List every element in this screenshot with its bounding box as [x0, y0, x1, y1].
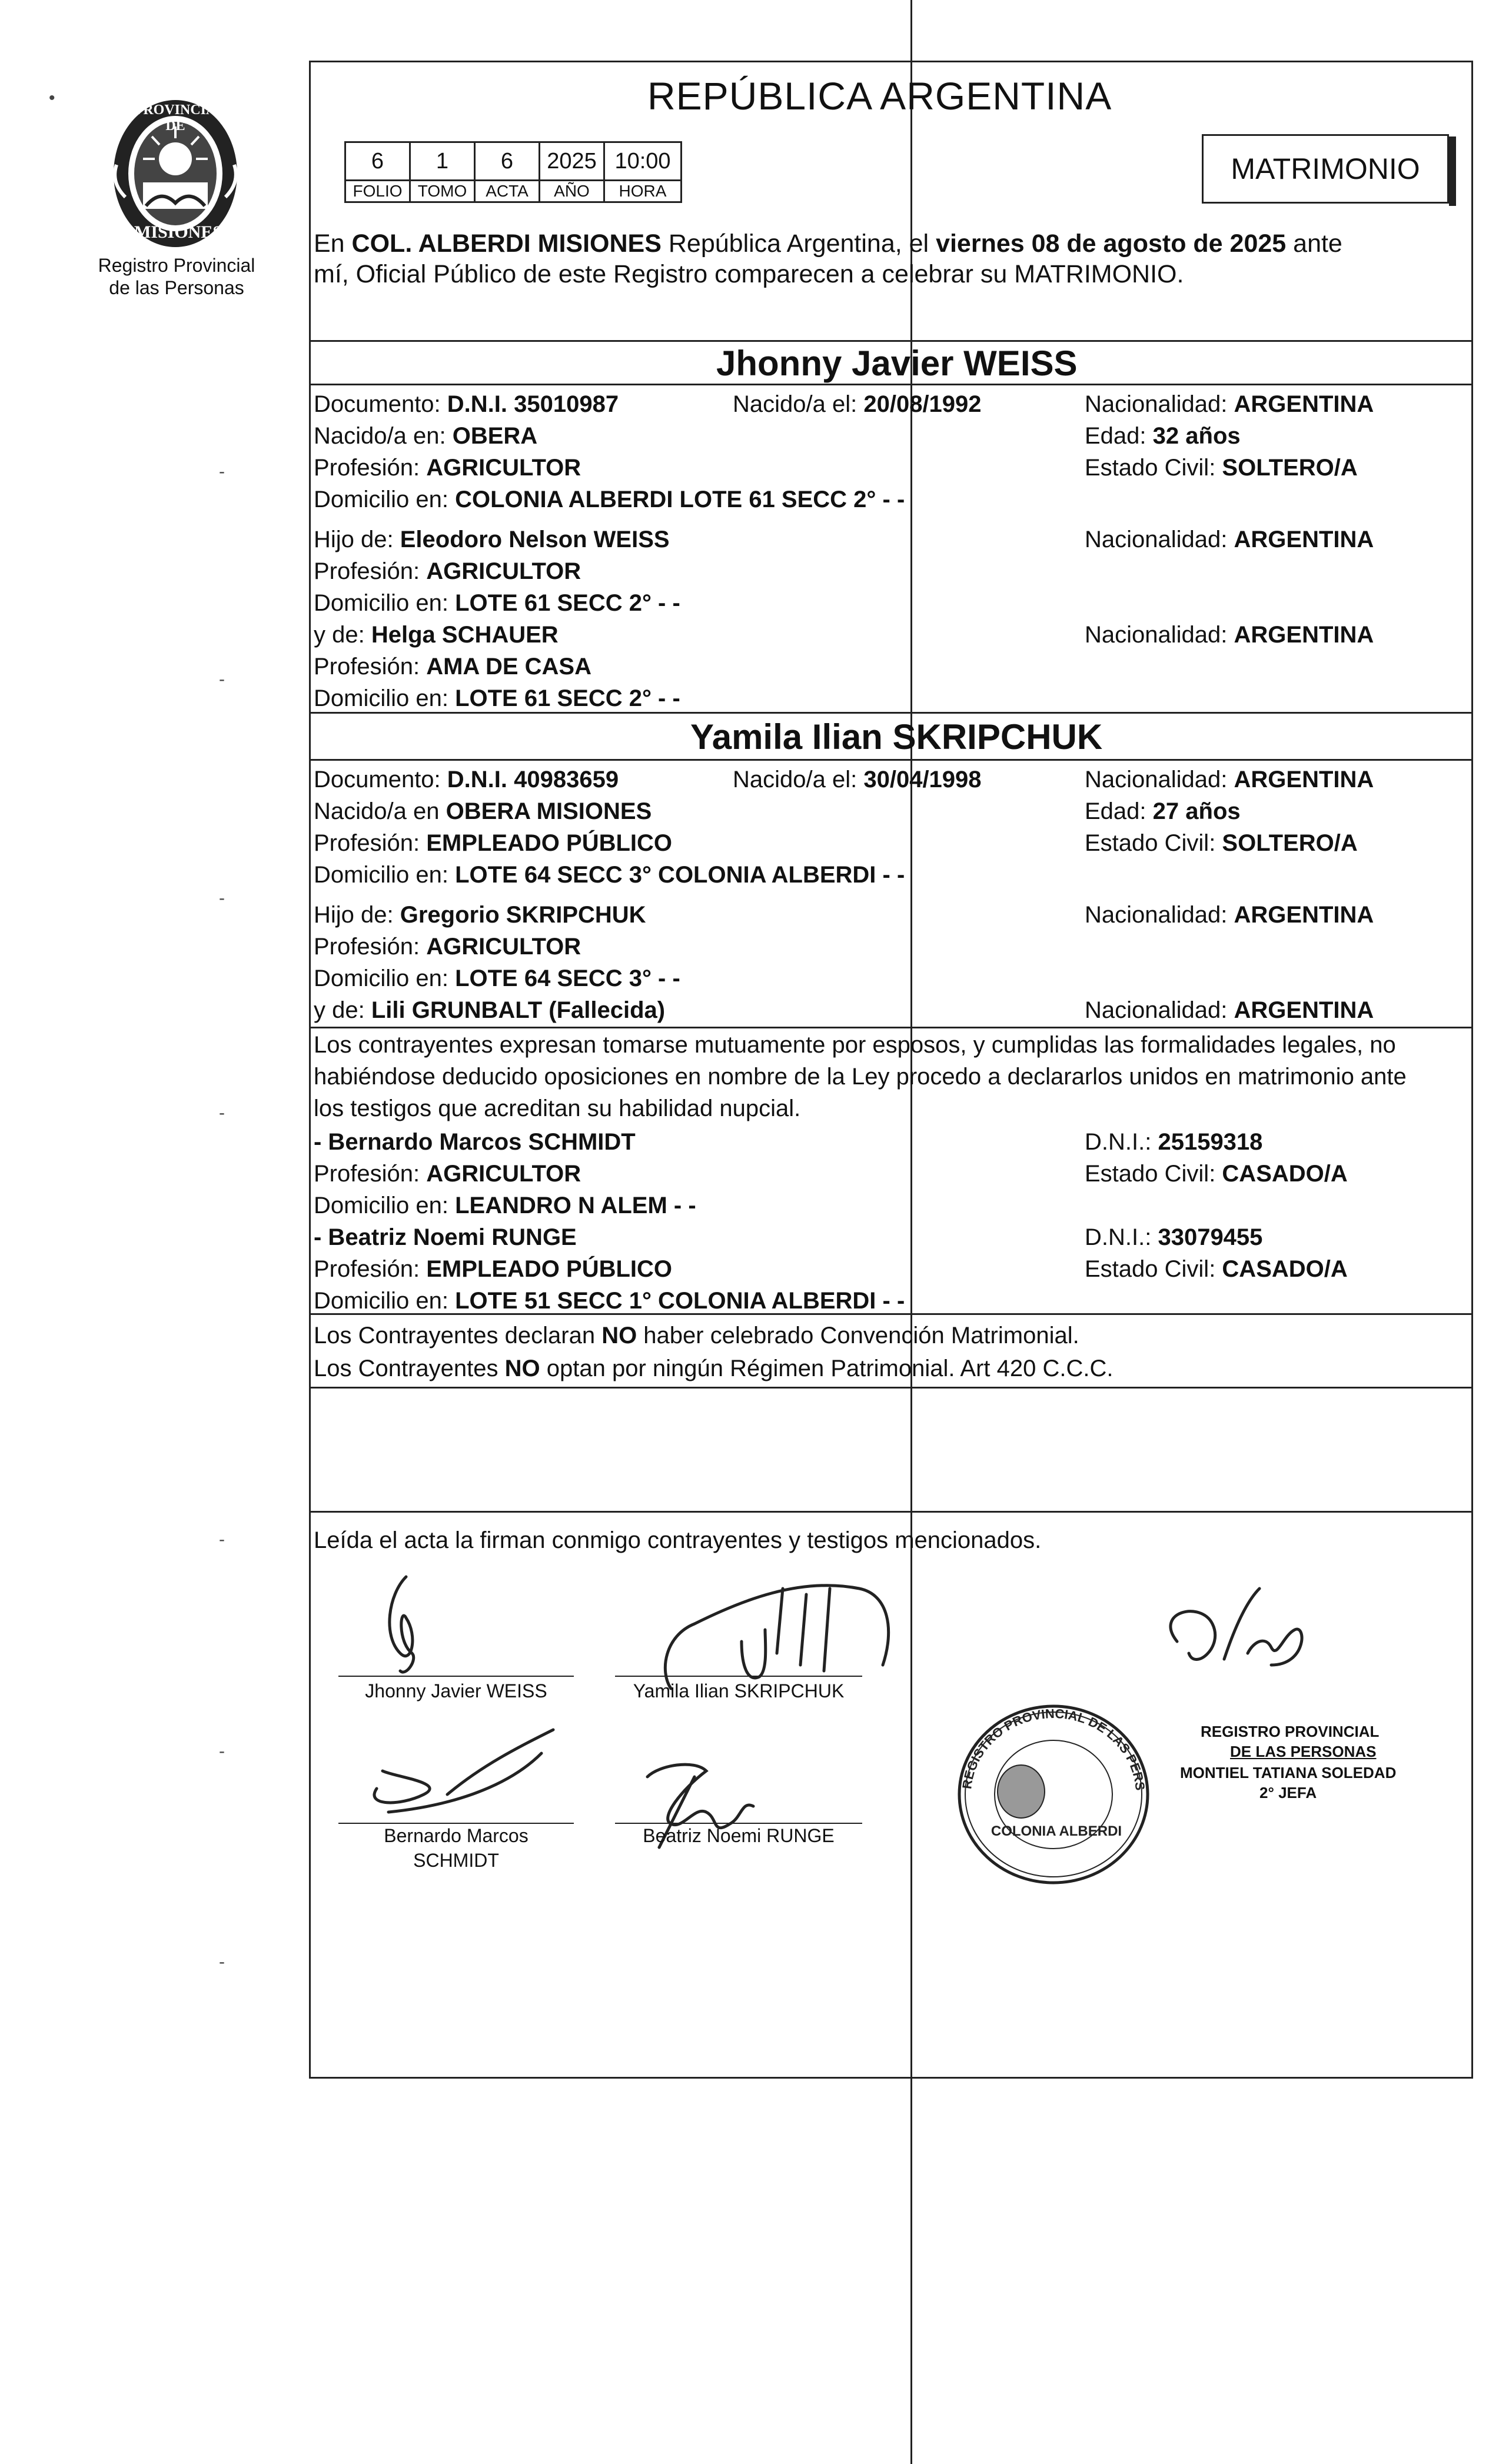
- scan-mark: -: [219, 462, 225, 481]
- page-title: REPÚBLICA ARGENTINA: [647, 74, 1112, 118]
- groom-signature-caption: Jhonny Javier WEISS: [365, 1680, 547, 1702]
- logo-caption-line2: de las Personas: [109, 277, 244, 298]
- seal-ring-text: REGISTRO PROVINCIAL DE LAS PERS: [959, 1706, 1148, 1792]
- signature-line: [338, 1823, 574, 1824]
- scan-mark: -: [219, 1530, 225, 1549]
- bride-signature: [665, 1586, 888, 1689]
- declaration-line2: habiéndose deducido oposiciones en nombre de la Ley procedo a declararlos unidos en matrimonio ante: [314, 1064, 1407, 1090]
- witness2-name: - Beatriz Noemi RUNGE: [314, 1224, 577, 1250]
- bride-father: Hijo de: Gregorio SKRIPCHUK: [314, 902, 646, 928]
- groom-mother: y de: Helga SCHAUER: [314, 622, 559, 648]
- intro-date: viernes 08 de agosto de 2025: [936, 229, 1287, 258]
- bride-born-on: Nacido/a el: 30/04/1998: [733, 767, 982, 793]
- witness1-name: - Bernardo Marcos SCHMIDT: [314, 1129, 636, 1155]
- bride-doc: Documento: D.N.I. 40983659: [314, 767, 619, 793]
- bride-civil-status: Estado Civil: SOLTERO/A: [1085, 830, 1358, 856]
- witness1-signature: [374, 1730, 553, 1812]
- witness1-civil-status: Estado Civil: CASADO/A: [1085, 1161, 1348, 1187]
- groom-civil-status: Estado Civil: SOLTERO/A: [1085, 455, 1358, 481]
- act-type-box: MATRIMONIO: [1202, 134, 1449, 204]
- witness1-address: Domicilio en: LEANDRO N ALEM - -: [314, 1193, 696, 1218]
- logo-ring-bottom: MISIONES: [134, 222, 223, 242]
- groom-name: Jhonny Javier WEISS: [716, 344, 1078, 383]
- round-seal: [953, 1700, 1154, 1889]
- folio-label: FOLIO: [345, 181, 410, 202]
- stamp-line4: 2° JEFA: [1259, 1784, 1317, 1802]
- witness2-dni: D.N.I.: 33079455: [1085, 1224, 1263, 1250]
- signature-line: [615, 1823, 862, 1824]
- tomo-value: 1: [410, 142, 475, 181]
- groom-age: Edad: 32 años: [1085, 423, 1241, 449]
- witness2-signature-caption: Beatriz Noemi RUNGE: [643, 1825, 835, 1846]
- round-seal-icon: [953, 1700, 1154, 1889]
- closing-text: Leída el acta la firman conmigo contrayentes y testigos mencionados.: [314, 1527, 1042, 1553]
- acta-label: ACTA: [475, 181, 540, 202]
- rule: [309, 1387, 1473, 1389]
- witness2-address: Domicilio en: LOTE 51 SECC 1° COLONIA ALBERDI - -: [314, 1288, 905, 1314]
- declaration-line1: Los contrayentes expresan tomarse mutuamente por esposos, y cumplidas las formalidades legales, no: [314, 1032, 1396, 1058]
- bride-profession: Profesión: EMPLEADO PÚBLICO: [314, 830, 673, 856]
- bride-father-address: Domicilio en: LOTE 64 SECC 3° - -: [314, 965, 680, 991]
- scan-mark: -: [219, 670, 225, 689]
- bride-father-profession: Profesión: AGRICULTOR: [314, 934, 581, 960]
- year-label: AÑO: [540, 181, 604, 202]
- stamp-line3: MONTIEL TATIANA SOLEDAD: [1180, 1764, 1397, 1782]
- convention-line2: Los Contrayentes NO optan por ningún Régimen Patrimonial. Art 420 C.C.C.: [314, 1356, 1114, 1381]
- groom-mother-address: Domicilio en: LOTE 61 SECC 2° - -: [314, 685, 680, 711]
- groom-signature: [390, 1577, 414, 1672]
- folio-value: 6: [345, 142, 410, 181]
- stamp-line1: REGISTRO PROVINCIAL: [1201, 1723, 1380, 1740]
- groom-nationality: Nacionalidad: ARGENTINA: [1085, 391, 1374, 417]
- bride-nationality: Nacionalidad: ARGENTINA: [1085, 767, 1374, 793]
- bride-born-in: Nacido/a en OBERA MISIONES: [314, 798, 652, 824]
- witness1-dni: D.N.I.: 25159318: [1085, 1129, 1263, 1155]
- bride-mother-nationality: Nacionalidad: ARGENTINA: [1085, 997, 1374, 1023]
- intro-place: COL. ALBERDI MISIONES: [351, 229, 662, 258]
- bride-address: Domicilio en: LOTE 64 SECC 3° COLONIA ALBERDI - -: [314, 862, 905, 888]
- groom-born-in: Nacido/a en: OBERA: [314, 423, 538, 449]
- witness2-civil-status: Estado Civil: CASADO/A: [1085, 1256, 1348, 1282]
- groom-father-nationality: Nacionalidad: ARGENTINA: [1085, 527, 1374, 552]
- convention-line1: Los Contrayentes declaran NO haber celebrado Convención Matrimonial.: [314, 1323, 1079, 1348]
- groom-profession: Profesión: AGRICULTOR: [314, 455, 581, 481]
- witness1-signature-caption-2: SCHMIDT: [413, 1850, 499, 1871]
- witness1-signature-caption-1: Bernardo Marcos: [384, 1825, 529, 1846]
- groom-doc: Documento: D.N.I. 35010987: [314, 391, 619, 417]
- record-table: [344, 141, 682, 203]
- scan-mark: -: [219, 1742, 225, 1761]
- hour-label: HORA: [604, 181, 682, 202]
- groom-father-address: Domicilio en: LOTE 61 SECC 2° - -: [314, 590, 680, 616]
- intro-line2: mí, Oficial Público de este Registro comparecen a celebrar su MATRIMONIO.: [314, 260, 1184, 288]
- groom-mother-nationality: Nacionalidad: ARGENTINA: [1085, 622, 1374, 648]
- rule: [309, 384, 1473, 385]
- declaration-line3: los testigos que acreditan su habilidad nupcial.: [314, 1096, 801, 1121]
- rule: [309, 1511, 1473, 1513]
- groom-father-profession: Profesión: AGRICULTOR: [314, 558, 581, 584]
- witness1-profession: Profesión: AGRICULTOR: [314, 1161, 581, 1187]
- groom-father: Hijo de: Eleodoro Nelson WEISS: [314, 527, 670, 552]
- intro-line1: En COL. ALBERDI MISIONES República Argentina, el viernes 08 de agosto de 2025 ante: [314, 229, 1342, 258]
- groom-mother-profession: Profesión: AMA DE CASA: [314, 654, 591, 680]
- bride-name: Yamila Ilian SKRIPCHUK: [690, 717, 1103, 757]
- bride-mother: y de: Lili GRUNBALT (Fallecida): [314, 997, 666, 1023]
- scan-mark: -: [219, 888, 225, 908]
- groom-born-on: Nacido/a el: 20/08/1992: [733, 391, 982, 417]
- hour-value: 10:00: [604, 142, 682, 181]
- signature-line: [615, 1676, 862, 1677]
- registry-logo: [108, 94, 243, 253]
- logo-ring-top: PROVINCIA DE: [134, 102, 217, 134]
- scan-mark: -: [219, 1103, 225, 1123]
- seal-center-text: COLONIA ALBERDI: [991, 1823, 1122, 1839]
- rule: [309, 1027, 1473, 1028]
- year-value: 2025: [540, 142, 604, 181]
- official-signature: [1171, 1589, 1302, 1665]
- bride-father-nationality: Nacionalidad: ARGENTINA: [1085, 902, 1374, 928]
- svg-text:REGISTRO PROVINCIAL DE LAS PER: [953, 1700, 1148, 1791]
- rule: [309, 759, 1473, 761]
- bride-signature-caption: Yamila Ilian SKRIPCHUK: [633, 1680, 845, 1702]
- scan-mark: •: [49, 88, 55, 108]
- stamp-line2: DE LAS PERSONAS: [1230, 1743, 1377, 1760]
- groom-address: Domicilio en: COLONIA ALBERDI LOTE 61 SECC 2° - -: [314, 487, 905, 512]
- logo-caption-line1: Registro Provincial: [98, 255, 255, 276]
- acta-value: 6: [475, 142, 540, 181]
- scan-mark: -: [219, 1952, 225, 1972]
- act-type-shadow: [1449, 136, 1456, 206]
- bride-age: Edad: 27 años: [1085, 798, 1241, 824]
- rule: [309, 340, 1473, 342]
- tomo-label: TOMO: [410, 181, 475, 202]
- witness2-profession: Profesión: EMPLEADO PÚBLICO: [314, 1256, 673, 1282]
- signature-line: [338, 1676, 574, 1677]
